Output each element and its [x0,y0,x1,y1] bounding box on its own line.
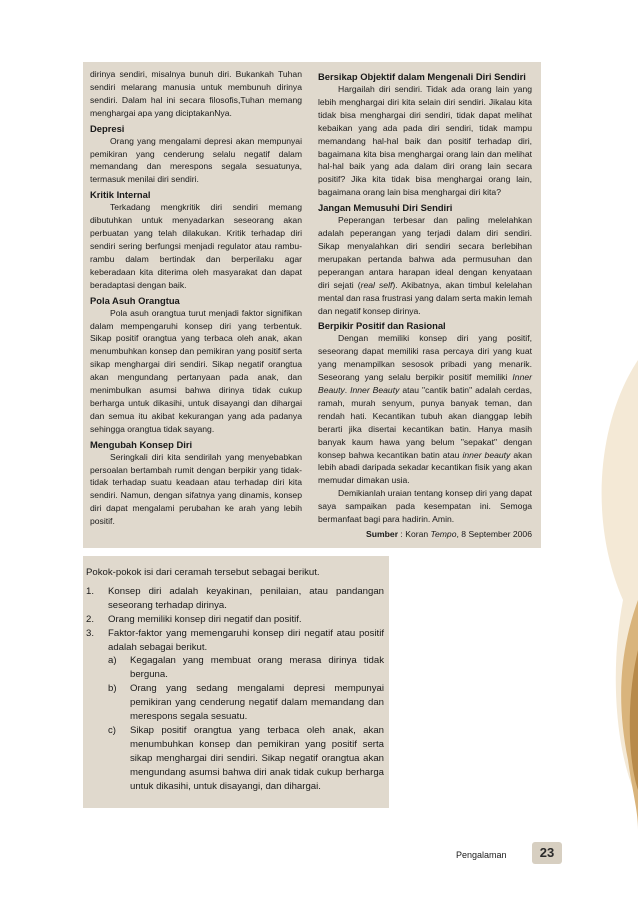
article-right-column [318,68,532,541]
summary-item: 3. Faktor-faktor yang memengaruhi konsep diri negatif atau positif adalah sebagai berikut. a) Kegagalan yang membuat orang merasa dirinya tidak berguna. b) Orang yang sedang mengalami depresi mempunyai pemikiran yang cenderung negatif dalam memandang dan merespons segala sesuatu. c) Sikap positif orangtua yang terbaca oleh anak, akan menumbuhkan konsep dan pemikiran yang positif serta sikap menghargai diri sendiri. Sikap negatif orangtua akan mengundang asumsi bahwa diri anak tidak cukup berharga untuk dikasihi, untuk disayangi, dan dihargai. [86,627,384,792]
heading-depresi: Depresi [90,122,125,134]
summary-item: 1. Konsep diri adalah keyakinan, penilaian, atau pandangan seseorang terhadap dirinya. [86,585,384,611]
source-citation: Sumber : Koran Tempo, 8 September 2006 [366,529,532,539]
paragraph-bersikap-objektif: Hargailah diri sendiri. Tidak ada orang lain yang lebih menghargai diri kita selain diri sendiri. Jikalau kita tidak bisa menghargai diri sendiri, tidak dapat melihat kebaikan yang ada pada diri sendiri, tidak mampu memandang hal-hal baik dan positif terhadap diri, bagaimana kita bisa menghargai orang lain dan melihat hal-hal baik yang ada dalam diri orang lain secara positif? Jika kita tidak bisa menghargai orang lain, bagaimana orang lain bisa menghargai diri kita? [318,84,532,198]
heading-kritik-internal: Kritik Internal [90,189,151,201]
paragraph-kritik-internal: Terkadang mengkritik diri sendiri memang dibutuhkan untuk menyadarkan seseorang akan perbuatan yang telah dilakukan. Kritik terhadap diri sendiri sering berfungsi menjadi regulator atau rambu-rambu dalam bertindak dan berperilaku agar keberadaan kita diterima oleh masyarakat dan dapat beradaptasi dengan baik. [90,202,302,290]
paragraph-penutup: Demikianlah uraian tentang konsep diri yang dapat saya sampaikan pada kesempatan ini. Semoga bermanfaat bagi para hadirin. Amin. [318,488,532,525]
heading-berpikir-positif: Berpikir Positif dan Rasional [318,320,446,332]
summary-subitem: c) Sikap positif orangtua yang terbaca oleh anak, akan menumbuhkan konsep dan pemikiran yang positif serta sikap menghargai diri sendiri. Sikap negatif orangtua akan mengundang asumsi bahwa diri anak tidak cukup berharga untuk dikasihi, untuk disayangi, dan dihargai. [108,724,384,792]
summary-content [86,566,384,794]
heading-bersikap-objektif: Bersikap Objektif dalam Mengenali Diri Sendiri [318,71,526,82]
article-left-column [90,68,302,528]
page-number: 23 [532,842,562,864]
heading-jangan-memusuhi: Jangan Memusuhi Diri Sendiri [318,202,453,214]
summary-item: 2. Orang memiliki konsep diri negatif dan positif. [86,613,302,625]
paragraph-mengubah-konsep: Seringkali diri kita sendirilah yang menyebabkan persoalan bertambah rumit dengan berpikir yang tidak-tidak terhadap suatu keadaan atau terhadap diri kita sendiri. Namun, dengan sifatnya yang dinamis, konsep diri dapat mengalami perubahan ke arah yang lebih positif. [90,451,302,527]
heading-mengubah-konsep: Mengubah Konsep Diri [90,438,193,450]
intro-paragraph: dirinya sendiri, misalnya bunuh diri. Bukankah Tuhan sendiri melarang manusia untuk membunuh dirinya sendiri. Dalam hal ini secara filosofis,Tuhan memang menghargai apa yang diciptakanNya. [90,69,302,118]
decorative-swirl [528,0,638,912]
summary-subitem: a) Kegagalan yang membuat orang merasa dirinya tidak berguna. [108,655,384,681]
paragraph-berpikir-positif: Dengan memiliki konsep diri yang positif, seseorang dapat memiliki rasa percaya diri yang kuat yang menampilkan sesosok pribadi yang menarik. Seseorang yang selalu berpikir positif memiliki Inner Beauty. Inner Beauty atau "cantik batin" adalah cerdas, ramah, murah senyum, punya banyak teman, dan rendah hati. Kecantikan tubuh akan dianggap lebih berarti jika disertai kecantikan batin. Hanya masih banyak kaum hawa yang belum "sepakat" dengan konsep bahwa kecantikan batin atau inner beauty akan lebih abadi daripada sekadar kecantikan fisik yang akan memudar dimakan usia. [318,333,533,486]
chapter-label: Pengalaman [456,850,507,860]
summary-list [86,585,384,794]
summary-subitem: b) Orang yang sedang mengalami depresi mempunyai pemikiran yang cenderung negatif dalam memandang dan merespons segala sesuatu. [108,683,384,723]
paragraph-pola-asuh: Pola asuh orangtua turut menjadi faktor signifikan dalam mempengaruhi konsep diri yang terbentuk. Sikap positif orangtua yang terbaca oleh anak, akan menumbuhkan konsep dan pemikiran yang positif serta sikap menghargai diri sendiri. Sikap negatif orangtua akan mengundang pertanyaan pada anak, dan menimbulkan asumsi bahwa dirinya tidak cukup berharga untuk dikasihi, untuk disayangi dan dihargai dan semua itu akibat kekurangan yang ada padanya sehingga orangtua tidak sayang. [90,307,302,434]
heading-pola-asuh: Pola Asuh Orangtua [90,294,180,306]
summary-intro: Pokok-pokok isi dari ceramah tersebut sebagai berikut. [86,567,320,578]
paragraph-depresi: Orang yang mengalami depresi akan mempunyai pemikiran yang cenderung selalu negatif dalam memandang dan merespons segala sesuatunya, termasuk menilai diri sendiri. [90,135,302,185]
summary-sublist [108,654,384,793]
paragraph-jangan-memusuhi: Peperangan terbesar dan paling melelahkan adalah peperangan yang terjadi dalam diri sendiri. Sikap menyalahkan diri sendiri secara berlebihan merupakan pertanda bahwa ada permusuhan dan peperangan antara harapan ideal dengan kenyataan diri sejati (real self). Akibatnya, akan timbul kelelahan mental dan rasa frustrasi yang dalam serta makin lemah dan negatif konsep dirinya. [318,215,532,316]
